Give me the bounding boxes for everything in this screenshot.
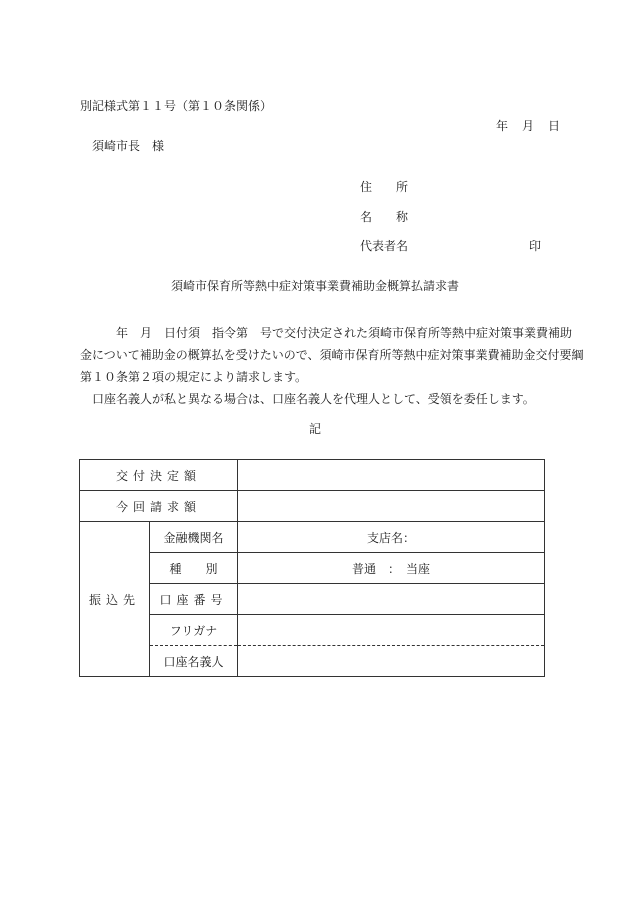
branch-name-cell[interactable]: [238, 522, 545, 553]
date-year: 年: [496, 119, 509, 133]
table-row: [80, 615, 545, 646]
account-type-label: 種 別: [150, 553, 238, 584]
date-month: 月: [522, 119, 535, 133]
account-holder-value[interactable]: [238, 646, 545, 677]
representative-label: 代表者名: [360, 239, 409, 253]
bank-name-label: 金融機関名: [150, 522, 238, 553]
table-row: [80, 491, 545, 522]
table-row: [80, 522, 545, 553]
transfer-to-label: 振込先: [80, 522, 150, 677]
branch-name-label: 支店名：: [366, 530, 415, 545]
body-text: [80, 322, 584, 410]
address-label: 住 所: [360, 180, 409, 194]
table-row: [80, 584, 545, 615]
grant-decision-amount-value[interactable]: [238, 460, 545, 491]
grant-decision-amount-label: 交付決定額: [80, 460, 238, 491]
account-type-options[interactable]: 普通 ： 当座: [238, 553, 545, 584]
table-row: [80, 646, 545, 677]
account-number-value[interactable]: [238, 584, 545, 615]
current-request-amount-label: 今回請求額: [80, 491, 238, 522]
furigana-value[interactable]: [238, 615, 545, 646]
body-line: 金について補助金の概算払を受けたいので、須崎市保育所等熱中症対策事業費補助金交付要綱: [80, 348, 584, 362]
body-line: 年 月 日付須 指令第 号で交付決定された須崎市保育所等熱中症対策事業費補助: [80, 326, 573, 340]
form-number: 別記様式第１１号（第１０条関係）: [80, 99, 273, 113]
name-label: 名 称: [360, 210, 409, 224]
ki-label: 記: [308, 422, 321, 436]
table-row: [80, 553, 545, 584]
account-number-label: 口座番号: [150, 584, 238, 615]
body-line: 第１０条第２項の規定により請求します。: [80, 370, 308, 384]
seal-label: 印: [529, 239, 542, 253]
date-line: [496, 120, 560, 132]
addressee: 須崎市長 様: [92, 139, 165, 153]
body-line: 口座名義人が私と異なる場合は、口座名義人を代理人として、受領を委任します。: [80, 392, 535, 406]
date-day: 日: [548, 119, 561, 133]
document-title: 須崎市保育所等熱中症対策事業費補助金概算払請求書: [170, 279, 459, 293]
current-request-amount-value[interactable]: [238, 491, 545, 522]
furigana-label: フリガナ: [150, 615, 238, 646]
request-table: [79, 459, 545, 677]
account-holder-label: 口座名義人: [150, 646, 238, 677]
table-row: [80, 460, 545, 491]
